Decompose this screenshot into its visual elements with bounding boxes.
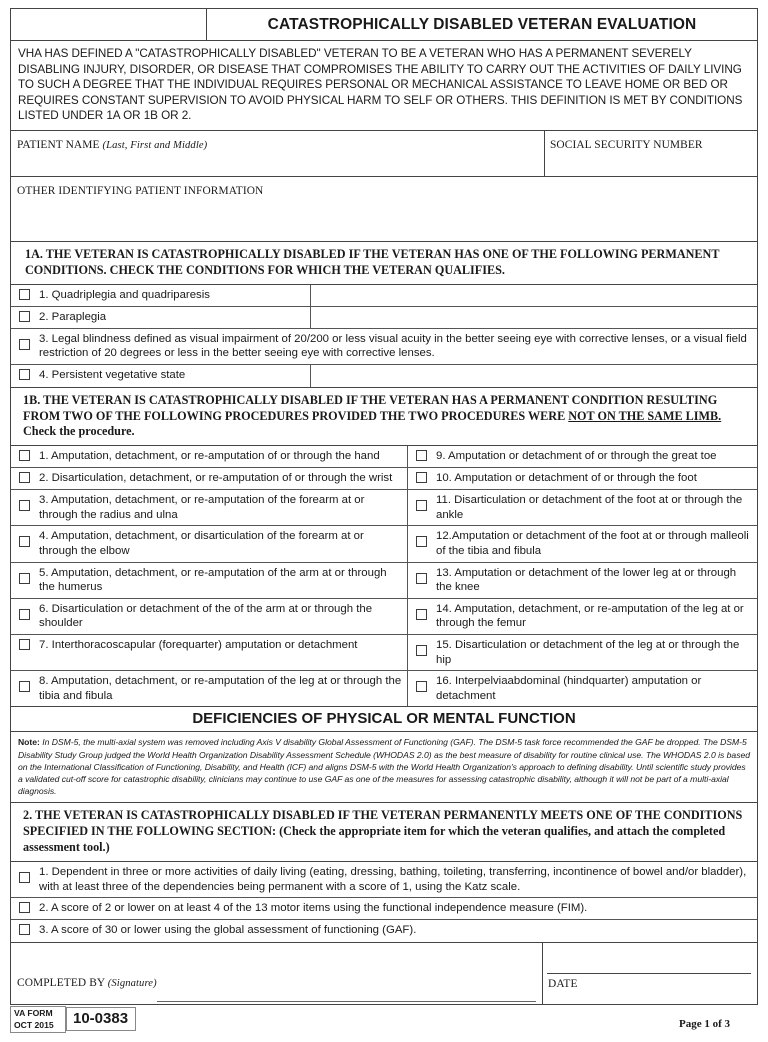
section-1b-heading-underlined: NOT ON THE SAME LIMB.: [568, 408, 722, 423]
checklist-row: [11, 920, 757, 942]
va-form-tag: [10, 1006, 66, 1033]
option-label: 5. Amputation, detachment, or re-amputation of the arm at or through the humerus: [39, 566, 387, 594]
checkbox-icon[interactable]: [19, 639, 30, 650]
definition-paragraph: VHA HAS DEFINED A "CATASTROPHICALLY DISABLED" VETERAN TO BE A VETERAN WHO HAS A PERMANENT SEVERELY DISABLING INJURY, DISORDER, OR DISEASE THAT COMPROMISES THE ABILITY TO CARRY OUT THE ACTIVITIES OF DAILY LIVING TO SUCH A DEGREE THAT THE INDIVIDUAL REQUIRES PERSONAL OR MECHANICAL ASSISTANCE TO LEAVE HOME OR BED OR REQUIRES CONSTANT SUPERVISION TO AVOID PHYSICAL HARM TO SELF OR OTHERS. THIS DEFINITION IS MET BY CONDITIONS LISTED UNDER 1A OR 1B OR 2.: [10, 41, 758, 131]
checklist-row: [11, 329, 757, 365]
checkbox-option-1b-10[interactable]: [408, 468, 757, 489]
checklist-row: [11, 365, 757, 387]
checkbox-icon[interactable]: [416, 609, 427, 620]
checkbox-option-1a-4[interactable]: [11, 365, 311, 387]
checkbox-icon[interactable]: [19, 872, 30, 883]
option-label: 16. Interpelviaabdominal (hindquarter) amputation or detachment: [436, 675, 702, 702]
checkbox-icon[interactable]: [416, 450, 427, 461]
section-1a-checklist: [10, 285, 758, 388]
checklist-row: [11, 898, 757, 920]
section-1b-heading-part2: Check the procedure.: [23, 424, 135, 439]
checkbox-option-1b-4[interactable]: [11, 526, 408, 561]
checkbox-icon[interactable]: [19, 311, 30, 322]
page-title: CATASTROPHICALLY DISABLED VETERAN EVALUATION: [267, 15, 697, 33]
option-label: 8. Amputation, detachment, or re-amputation of the leg at or through the tibia and fibula: [39, 675, 402, 702]
checkbox-option-1b-16[interactable]: [408, 671, 757, 706]
option-label: 3. Legal blindness defined as visual impairment of 20/200 or less visual acuity in the better seeing eye with corrective lenses, or a visual field restriction of 20 degrees or less in the better seeing eye with corrective lenses.: [39, 332, 747, 360]
option-label: 15. Disarticulation or detachment of the leg at or through the hip: [436, 639, 740, 666]
signature-line: [157, 1001, 536, 1002]
option-label: 4. Amputation, detachment, or disarticulation of the forearm at or through the elbow: [39, 530, 364, 558]
checkbox-option-1b-15[interactable]: [408, 635, 757, 670]
checkbox-icon[interactable]: [416, 681, 427, 692]
checkbox-icon[interactable]: [19, 924, 30, 935]
option-label: 13. Amputation or detachment of the lower leg at or through the knee: [436, 566, 737, 594]
option-label: 7. Interthoracoscapular (forequarter) amputation or detachment: [39, 639, 358, 652]
option-label: 2. Paraplegia: [39, 310, 107, 323]
checkbox-icon[interactable]: [416, 573, 427, 584]
section-1b-heading: [10, 388, 758, 447]
checkbox-icon[interactable]: [19, 289, 30, 300]
checkbox-icon[interactable]: [19, 573, 30, 584]
note-text: In DSM-5, the multi-axial system was removed including Axis V disability Global Assessment of Functioning (GAF). The DSM-5 task force recommended the GAF be dropped. The DSM-5 Disability Study Group judged the World Health Organization Disability Assessment Schedule (WHODAS 2.0) as the best measure of disability for routine clinical use. The WHODAS 2.0 is based on the International Classification of Functioning, Disability, and Health (ICF) and aligns DSM-5 with the World Health Organization's approach to defining disability. Until scientific study provides a validated cut-off score for catastrophic disability, clinicians may continue to use GAF as one of the measures for assessing catastrophic disability, although it will not be part of a multi-axial diagnosis.: [18, 737, 750, 797]
option-label: 3. A score of 30 or lower using the global assessment of functioning (GAF).: [39, 924, 417, 937]
checkbox-option-1b-8[interactable]: [11, 671, 408, 706]
checkbox-option-1a-2[interactable]: [11, 307, 311, 328]
spacer-cell: [311, 285, 757, 306]
checklist-row: [11, 307, 757, 329]
checklist-row: [11, 563, 757, 599]
spacer-cell: [311, 307, 757, 328]
checkbox-option-1b-13[interactable]: [408, 563, 757, 598]
header-logo-box: [11, 9, 207, 40]
checkbox-option-1b-5[interactable]: [11, 563, 408, 598]
patient-name-field[interactable]: [11, 131, 545, 176]
ssn-label: SOCIAL SECURITY NUMBER: [550, 138, 703, 151]
checkbox-icon[interactable]: [19, 902, 30, 913]
checkbox-icon[interactable]: [416, 500, 427, 511]
checklist-row: [11, 490, 757, 526]
va-form-text: VA FORM: [14, 1008, 53, 1019]
section-1a-heading: 1A. THE VETERAN IS CATASTROPHICALLY DISABLED IF THE VETERAN HAS ONE OF THE FOLLOWING PERMANENT CONDITIONS. CHECK THE CONDITIONS FOR WHICH THE VETERAN QUALIFIES.: [10, 242, 758, 285]
checkbox-option-1b-9[interactable]: [408, 446, 757, 467]
checklist-row: [11, 446, 757, 468]
section-2-heading: 2. THE VETERAN IS CATASTROPHICALLY DISABLED IF THE VETERAN PERMANENTLY MEETS ONE OF THE CONDITIONS SPECIFIED IN THE FOLLOWING SECTION: (Check the appropriate item for which the veteran qualifies, and attach the completed assessment tool.): [10, 803, 758, 862]
checkbox-icon[interactable]: [19, 339, 30, 350]
checkbox-option-1b-12[interactable]: [408, 526, 757, 561]
checkbox-option-1b-2[interactable]: [11, 468, 408, 489]
date-field[interactable]: [543, 943, 757, 1004]
dsm5-note: [10, 732, 758, 803]
signature-row: [10, 943, 758, 1005]
checkbox-icon[interactable]: [19, 609, 30, 620]
checklist-row: [11, 862, 757, 898]
checkbox-option-1a-3[interactable]: [11, 329, 757, 364]
checklist-row: [11, 526, 757, 562]
form-header: [10, 8, 758, 41]
checkbox-option-1b-11[interactable]: [408, 490, 757, 525]
section-1b-heading-part1: 1B. THE VETERAN IS CATASTROPHICALLY DISABLED IF THE VETERAN HAS A PERMANENT CONDITION RESULTING FROM TWO OF THE FOLLOWING PROCEDURES PROVIDED THE TWO PROCEDURES WERE: [23, 392, 718, 423]
checkbox-option-1b-3[interactable]: [11, 490, 408, 525]
checkbox-icon[interactable]: [416, 645, 427, 656]
page-number: Page 1 of 3: [678, 1018, 730, 1031]
option-label: 11. Disarticulation or detachment of the foot at or through the ankle: [436, 494, 743, 521]
form-number: 10-0383: [66, 1007, 136, 1031]
option-label: 3. Amputation, detachment, or re-amputation of the forearm at or through the radius and ulna: [39, 494, 365, 521]
checklist-row: [11, 468, 757, 490]
patient-name-label: PATIENT NAME (Last, First and Middle): [17, 138, 208, 151]
checkbox-option-1b-1[interactable]: [11, 446, 408, 467]
deficiencies-banner: DEFICIENCIES OF PHYSICAL OR MENTAL FUNCTION: [10, 707, 758, 732]
option-label: 6. Disarticulation or detachment of the of the arm at or through the shoulder: [39, 602, 373, 630]
section-2-checklist: [10, 862, 758, 943]
checkbox-option-2-3[interactable]: [11, 920, 757, 942]
option-label: 2. Disarticulation, detachment, or re-amputation of or through the wrist: [39, 472, 393, 485]
checkbox-option-2-1[interactable]: [11, 862, 757, 897]
checkbox-icon[interactable]: [416, 536, 427, 547]
date-line: [547, 973, 751, 974]
checklist-row: [11, 285, 757, 307]
option-label: 1. Quadriplegia and quadriparesis: [39, 288, 210, 301]
option-label: 14. Amputation, detachment, or re-amputation of the leg at or through the femur: [436, 602, 744, 630]
option-label: 9. Amputation or detachment of or through the great toe: [436, 450, 717, 463]
option-label: 10. Amputation or detachment of or through the foot: [436, 472, 697, 485]
checklist-row: [11, 599, 757, 635]
other-identifying-info-label: OTHER IDENTIFYING PATIENT INFORMATION: [17, 184, 264, 197]
checkbox-option-1b-6[interactable]: [11, 599, 408, 634]
option-label: 12.Amputation or detachment of the foot at or through malleoli of the tibia and fibula: [436, 530, 749, 558]
other-identifying-info-field[interactable]: [10, 177, 758, 242]
option-label: 4. Persistent vegetative state: [39, 368, 186, 381]
checkbox-icon[interactable]: [416, 472, 427, 483]
option-label: 1. Dependent in three or more activities of daily living (eating, dressing, bathing, toileting, transferring, incontinence of bowel and/or bladder), with at least three of the dependencies being permanent with a score of 1, using the Katz scale.: [39, 866, 747, 893]
checkbox-icon[interactable]: [19, 450, 30, 461]
option-label: 2. A score of 2 or lower on at least 4 of the 13 motor items using the functional independence measure (FIM).: [39, 902, 588, 915]
checkbox-icon[interactable]: [19, 681, 30, 692]
checkbox-icon[interactable]: [19, 536, 30, 547]
completed-by-label: COMPLETED BY (Signature): [17, 977, 157, 990]
section-1b-checklist: [10, 446, 758, 707]
note-label: Note:: [18, 737, 40, 748]
date-label: DATE: [548, 978, 578, 991]
checkbox-option-1b-14[interactable]: [408, 599, 757, 634]
checklist-row: [11, 635, 757, 671]
va-form-date: OCT 2015: [14, 1019, 54, 1030]
checkbox-icon[interactable]: [19, 472, 30, 483]
checkbox-icon[interactable]: [19, 369, 30, 380]
completed-by-field[interactable]: [11, 943, 543, 1004]
checklist-row: [11, 671, 757, 706]
checkbox-option-1a-1[interactable]: [11, 285, 311, 306]
option-label: 1. Amputation, detachment, or re-amputation of or through the hand: [39, 450, 380, 463]
spacer-cell: [311, 365, 757, 387]
checkbox-option-1b-7[interactable]: [11, 635, 408, 670]
patient-identity-row: [10, 131, 758, 177]
checkbox-option-2-2[interactable]: [11, 898, 757, 919]
checkbox-icon[interactable]: [19, 500, 30, 511]
ssn-field[interactable]: [545, 131, 757, 176]
